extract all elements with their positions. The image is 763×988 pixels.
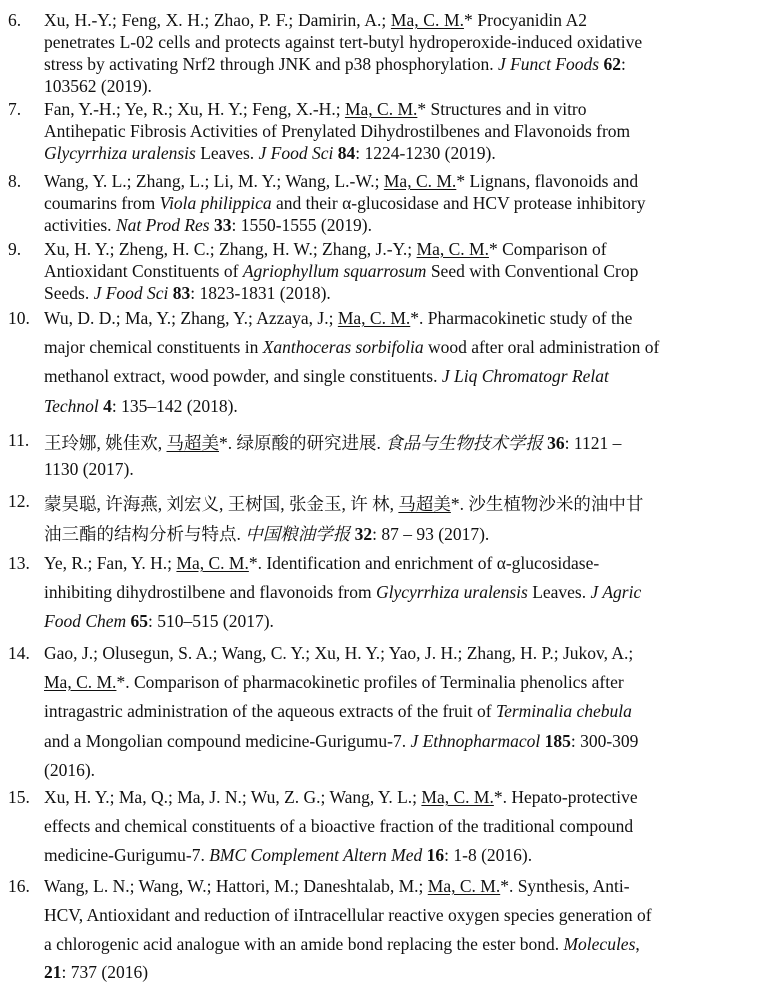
reference-line: 王玲娜, 姚佳欢, 马超美*. 绿原酸的研究进展. 食品与生物技术学报 36: 1121 –	[44, 433, 622, 453]
reference-number: 9.	[8, 239, 22, 259]
reference-line: medicine-Gurigumu-7. BMC Complement Altern Med 16: 1-8 (2016).	[44, 845, 533, 865]
reference-line: stress by activating Nrf2 through JNK and p38 phosphorylation. J Funct Foods 62:	[44, 54, 626, 74]
reference-line: Xu, H. Y.; Zheng, H. C.; Zhang, H. W.; Zhang, J.-Y.; Ma, C. M.* Comparison of	[44, 239, 607, 259]
reference-line: methanol extract, wood powder, and single constituents. J Liq Chromatogr Relat	[44, 366, 609, 386]
reference-line: 21: 737 (2016)	[44, 962, 149, 982]
reference-line: 蒙昊聪, 许海燕, 刘宏义, 王树国, 张金玉, 许 林, 马超美*. 沙生植物沙米的油中甘	[44, 494, 644, 514]
reference-line: HCV, Antioxidant and reduction of iIntracellular reactive oxygen species generation of	[44, 905, 652, 925]
reference-line: (2016).	[44, 760, 96, 780]
reference-line: 103562 (2019).	[44, 76, 152, 96]
reference-line: Food Chem 65: 510–515 (2017).	[44, 611, 274, 631]
reference-line: Ye, R.; Fan, Y. H.; Ma, C. M.*. Identification and enrichment of α-glucosidase-	[44, 553, 600, 573]
reference-line: inhibiting dihydrostilbene and flavonoids from Glycyrrhiza uralensis Leaves. J Agric	[44, 582, 642, 602]
reference-line: intragastric administration of the aqueous extracts of the fruit of Terminalia chebula	[44, 701, 632, 721]
reference-line: Fan, Y.-H.; Ye, R.; Xu, H. Y.; Feng, X.-H.; Ma, C. M.* Structures and in vitro	[44, 99, 587, 119]
reference-number: 15.	[8, 787, 30, 807]
reference-line: Wang, Y. L.; Zhang, L.; Li, M. Y.; Wang, L.-W.; Ma, C. M.* Lignans, flavonoids and	[44, 171, 639, 191]
reference-number: 16.	[8, 876, 30, 896]
reference-line: major chemical constituents in Xanthoceras sorbifolia wood after oral administration of	[44, 337, 660, 357]
reference-line: 油三酯的结构分析与特点. 中国粮油学报 32: 87 – 93 (2017).	[44, 524, 490, 544]
reference-line: 1130 (2017).	[44, 459, 134, 479]
reference-number: 13.	[8, 553, 30, 573]
reference-number: 7.	[8, 99, 22, 119]
reference-line: Antioxidant Constituents of Agriophyllum squarrosum Seed with Conventional Crop	[44, 261, 639, 281]
reference-line: coumarins from Viola philippica and their α-glucosidase and HCV protease inhibitory	[44, 193, 646, 213]
reference-line: Xu, H. Y.; Ma, Q.; Ma, J. N.; Wu, Z. G.; Wang, Y. L.; Ma, C. M.*. Hepato-protective	[44, 787, 638, 807]
reference-line: Ma, C. M.*. Comparison of pharmacokinetic profiles of Terminalia phenolics after	[44, 672, 624, 692]
reference-number: 14.	[8, 643, 30, 663]
reference-line: Antihepatic Fibrosis Activities of Prenylated Dihydrostilbenes and Flavonoids from	[44, 121, 631, 141]
reference-number: 10.	[8, 308, 30, 328]
reference-line: Wang, L. N.; Wang, W.; Hattori, M.; Daneshtalab, M.; Ma, C. M.*. Synthesis, Anti-	[44, 876, 630, 896]
reference-line: effects and chemical constituents of a bioactive fraction of the traditional compound	[44, 816, 634, 836]
reference-line: Glycyrrhiza uralensis Leaves. J Food Sci 84: 1224-1230 (2019).	[44, 143, 496, 163]
reference-line: a chlorogenic acid analogue with an amide bond replacing the ester bond. Molecules,	[44, 934, 640, 954]
reference-line: Seeds. J Food Sci 83: 1823-1831 (2018).	[44, 283, 331, 303]
reference-number: 11.	[8, 430, 30, 450]
reference-line: Technol 4: 135–142 (2018).	[44, 396, 238, 416]
reference-number: 6.	[8, 10, 22, 30]
reference-number: 12.	[8, 491, 30, 511]
reference-line: Xu, H.-Y.; Feng, X. H.; Zhao, P. F.; Damirin, A.; Ma, C. M.* Procyanidin A2	[44, 10, 588, 30]
reference-line: Gao, J.; Olusegun, S. A.; Wang, C. Y.; Xu, H. Y.; Yao, J. H.; Zhang, H. P.; Jukov, A.;	[44, 643, 634, 663]
reference-line: penetrates L-02 cells and protects against tert-butyl hydroperoxide-induced oxidative	[44, 32, 643, 52]
reference-line: Wu, D. D.; Ma, Y.; Zhang, Y.; Azzaya, J.; Ma, C. M.*. Pharmacokinetic study of the	[44, 308, 633, 328]
reference-line: and a Mongolian compound medicine-Gurigumu-7. J Ethnopharmacol 185: 300-309	[44, 731, 639, 751]
reference-number: 8.	[8, 171, 22, 191]
reference-line: activities. Nat Prod Res 33: 1550-1555 (2019).	[44, 215, 372, 235]
